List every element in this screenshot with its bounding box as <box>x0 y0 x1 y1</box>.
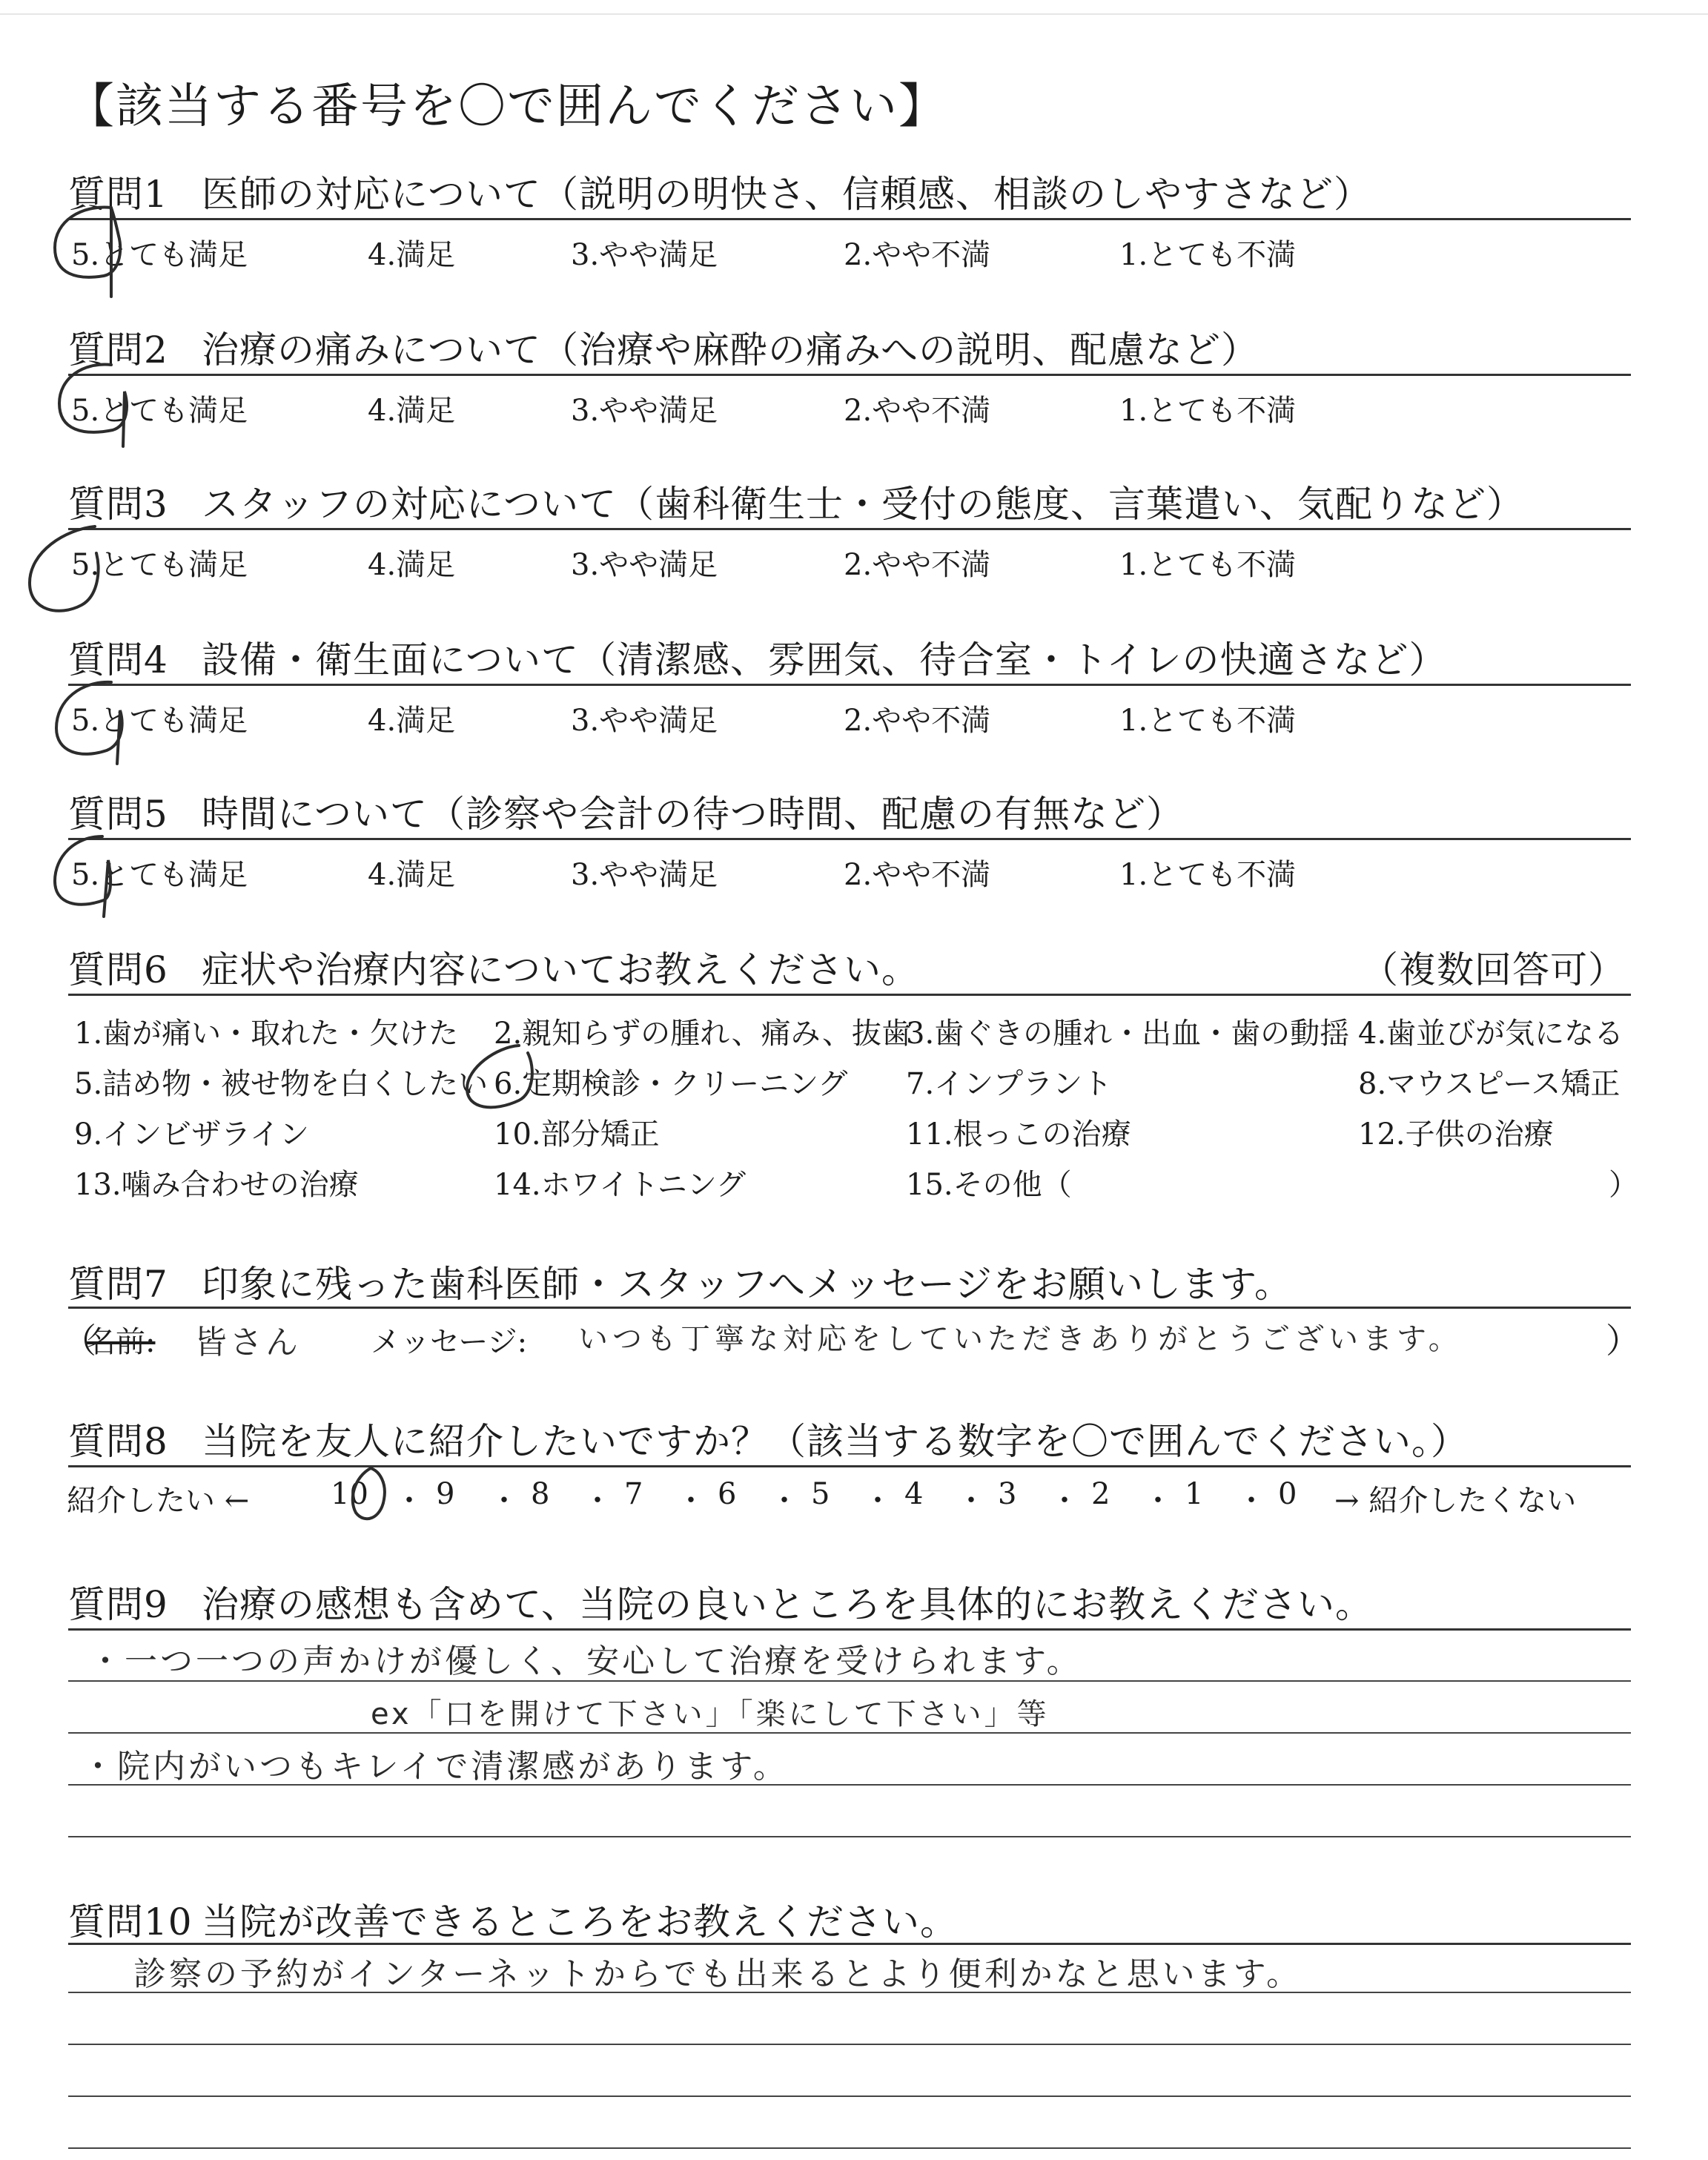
q8-scale-7[interactable]: 7 <box>624 1477 643 1511</box>
q2-option-3[interactable]: 3.やや満足 <box>571 394 718 428</box>
q6-text: 症状や治療内容についてお教えください。 <box>202 948 919 991</box>
q2-option-2[interactable]: 2.やや不満 <box>844 394 991 428</box>
q4-text: 設備・衛生面について（清潔感、雰囲気、待合室・トイレの快適さなど） <box>202 638 1447 681</box>
q7-name-answer[interactable]: 皆さん <box>194 1324 301 1361</box>
q4-label: 質問4 <box>68 638 168 681</box>
q6-option-3[interactable]: 3.歯ぐきの腫れ・出血・歯の動揺 <box>906 1017 1350 1051</box>
q8-right-label: → 紹介したくない <box>1334 1484 1577 1518</box>
q4-selection-circle <box>56 682 122 764</box>
q10-text: 当院が改善できるところをお教えください。 <box>202 1900 958 1943</box>
q3-option-4[interactable]: 4.満足 <box>368 548 456 582</box>
q5-option-1[interactable]: 1.とても不満 <box>1119 858 1297 892</box>
q5-option-2[interactable]: 2.やや不満 <box>844 858 991 892</box>
q9-answer-line-3[interactable]: ・院内がいつもキレイで清潔感があります。 <box>82 1748 789 1786</box>
q6-option-5[interactable]: 5.詰め物・被せ物を白くしたい <box>74 1067 489 1101</box>
q4-option-5[interactable]: 5.とても満足 <box>71 704 248 738</box>
q8-scale-sep: ・ <box>489 1484 519 1518</box>
q7-message-answer[interactable]: いつも丁寧な対応をしていただきありがとうございます。 <box>578 1322 1463 1356</box>
q8-scale-sep: ・ <box>676 1484 706 1518</box>
q5-option-5[interactable]: 5.とても満足 <box>71 858 248 892</box>
q4-option-2[interactable]: 2.やや不満 <box>844 704 991 738</box>
q6-option-9[interactable]: 9.インビザライン <box>74 1117 309 1152</box>
q1-option-3[interactable]: 3.やや満足 <box>571 238 718 272</box>
q8-scale-3[interactable]: 3 <box>998 1477 1017 1511</box>
q8-scale-9[interactable]: 9 <box>436 1477 455 1511</box>
q6-option-12[interactable]: 12.子供の治療 <box>1358 1117 1554 1152</box>
q8-scale-sep: ・ <box>863 1484 893 1518</box>
q6-option-4[interactable]: 4.歯並びが気になる <box>1358 1017 1624 1051</box>
q3-text: スタッフの対応について（歯科衛生士・受付の態度、言葉遣い、気配りなど） <box>202 483 1524 526</box>
q9-text: 治療の感想も含めて、当院の良いところを具体的にお教えください。 <box>202 1583 1373 1626</box>
q7-message-label: メッセージ: <box>371 1325 528 1359</box>
q8-scale-sep: ・ <box>394 1484 424 1518</box>
q8-text: 当院を友人に紹介したいですか？（該当する数字を〇で囲んでください。） <box>202 1420 1469 1463</box>
q6-option-6[interactable]: 6.定期検診・クリーニング <box>494 1067 848 1101</box>
q10-label: 質問10 <box>68 1900 193 1943</box>
q6-option-11[interactable]: 11.根っこの治療 <box>906 1117 1131 1152</box>
q5-option-3[interactable]: 3.やや満足 <box>571 858 718 892</box>
q4-option-4[interactable]: 4.満足 <box>368 704 456 738</box>
q8-left-label: 紹介したい ← <box>67 1484 250 1518</box>
q2-option-4[interactable]: 4.満足 <box>368 394 456 428</box>
q8-scale-sep: ・ <box>956 1484 986 1518</box>
q7-name-label: 名前: <box>86 1325 156 1359</box>
q6-option-2[interactable]: 2.親知らずの腫れ、痛み、抜歯 <box>494 1017 911 1051</box>
q10-answer-line-1[interactable]: 診察の予約がインターネットからでも出来るとより便利かなと思います。 <box>133 1955 1302 1993</box>
q7-open-paren: （ <box>62 1321 96 1361</box>
q4-option-3[interactable]: 3.やや満足 <box>571 704 718 738</box>
q6-option-13[interactable]: 13.噛み合わせの治療 <box>74 1168 359 1202</box>
q8-scale-8[interactable]: 8 <box>531 1477 550 1511</box>
q2-text: 治療の痛みについて（治療や麻酔の痛みへの説明、配慮など） <box>202 328 1259 371</box>
q8-scale-sep: ・ <box>583 1484 612 1518</box>
q8-scale-0[interactable]: 0 <box>1278 1477 1297 1511</box>
q4-option-1[interactable]: 1.とても不満 <box>1119 704 1297 738</box>
q6-option-8[interactable]: 8.マウスピース矯正 <box>1358 1067 1621 1101</box>
q5-option-4[interactable]: 4.満足 <box>368 858 456 892</box>
q2-selection-circle <box>59 365 127 446</box>
q6-option-14[interactable]: 14.ホワイトニング <box>494 1168 747 1202</box>
q8-selection-circle <box>353 1468 385 1519</box>
q7-text: 印象に残った歯科医師・スタッフへメッセージをお願いします。 <box>202 1263 1292 1306</box>
q2-label: 質問2 <box>68 328 168 371</box>
q3-option-5[interactable]: 5.とても満足 <box>71 548 248 582</box>
q6-option-1[interactable]: 1.歯が痛い・取れた・欠けた <box>74 1017 459 1051</box>
q8-scale-6[interactable]: 6 <box>718 1477 737 1511</box>
q5-selection-circle <box>55 836 110 916</box>
q6-option-7[interactable]: 7.インプラント <box>906 1067 1113 1101</box>
q8-scale-2[interactable]: 2 <box>1091 1477 1110 1511</box>
q3-option-3[interactable]: 3.やや満足 <box>571 548 718 582</box>
q6-option-15[interactable]: 15.その他（ <box>906 1168 1072 1202</box>
q1-option-4[interactable]: 4.満足 <box>368 238 456 272</box>
q3-selection-circle <box>30 526 99 611</box>
q1-selection-circle <box>55 208 120 297</box>
q1-text: 医師の対応について（説明の明快さ、信頼感、相談のしやすさなど） <box>202 173 1371 216</box>
q7-label: 質問7 <box>68 1263 168 1306</box>
q2-option-5[interactable]: 5.とても満足 <box>71 394 248 428</box>
q9-answer-line-1[interactable]: ・一つ一つの声かけが優しく、安心して治療を受けられます。 <box>89 1642 1082 1680</box>
q2-option-1[interactable]: 1.とても不満 <box>1119 394 1297 428</box>
q3-label: 質問3 <box>68 483 168 526</box>
q3-option-2[interactable]: 2.やや不満 <box>844 548 991 582</box>
q1-option-2[interactable]: 2.やや不満 <box>844 238 991 272</box>
q8-scale-sep: ・ <box>1050 1484 1079 1518</box>
q6-other-close-paren: ） <box>1609 1168 1638 1202</box>
q8-scale-5[interactable]: 5 <box>811 1477 830 1511</box>
q8-scale-sep: ・ <box>1143 1484 1173 1518</box>
q6-label: 質問6 <box>68 948 168 991</box>
q8-scale-10[interactable]: 10 <box>331 1477 368 1511</box>
q6-option-10[interactable]: 10.部分矯正 <box>494 1117 660 1152</box>
q6-multiple-answer-note: （複数回答可） <box>1361 948 1626 991</box>
q3-option-1[interactable]: 1.とても不満 <box>1119 548 1297 582</box>
q8-scale-sep: ・ <box>769 1484 799 1518</box>
q5-label: 質問5 <box>68 793 168 836</box>
q1-option-5[interactable]: 5.とても満足 <box>71 238 248 272</box>
q1-label: 質問1 <box>68 173 168 216</box>
q8-label: 質問8 <box>68 1420 168 1463</box>
q5-text: 時間について（診察や会計の待つ時間、配慮の有無など） <box>202 793 1184 836</box>
q9-label: 質問9 <box>68 1583 168 1626</box>
q8-scale-sep: ・ <box>1237 1484 1266 1518</box>
q8-scale-4[interactable]: 4 <box>904 1477 924 1511</box>
q7-close-paren: ） <box>1606 1321 1640 1361</box>
q6-selection-circle <box>467 1046 532 1107</box>
q9-answer-line-2[interactable]: ex「口を開けて下さい」「楽にして下さい」等 <box>371 1697 1050 1731</box>
page-title: 【該当する番号を〇で囲んでください】 <box>67 79 947 134</box>
q8-scale-1[interactable]: 1 <box>1185 1477 1204 1511</box>
q1-option-1[interactable]: 1.とても不満 <box>1119 238 1297 272</box>
